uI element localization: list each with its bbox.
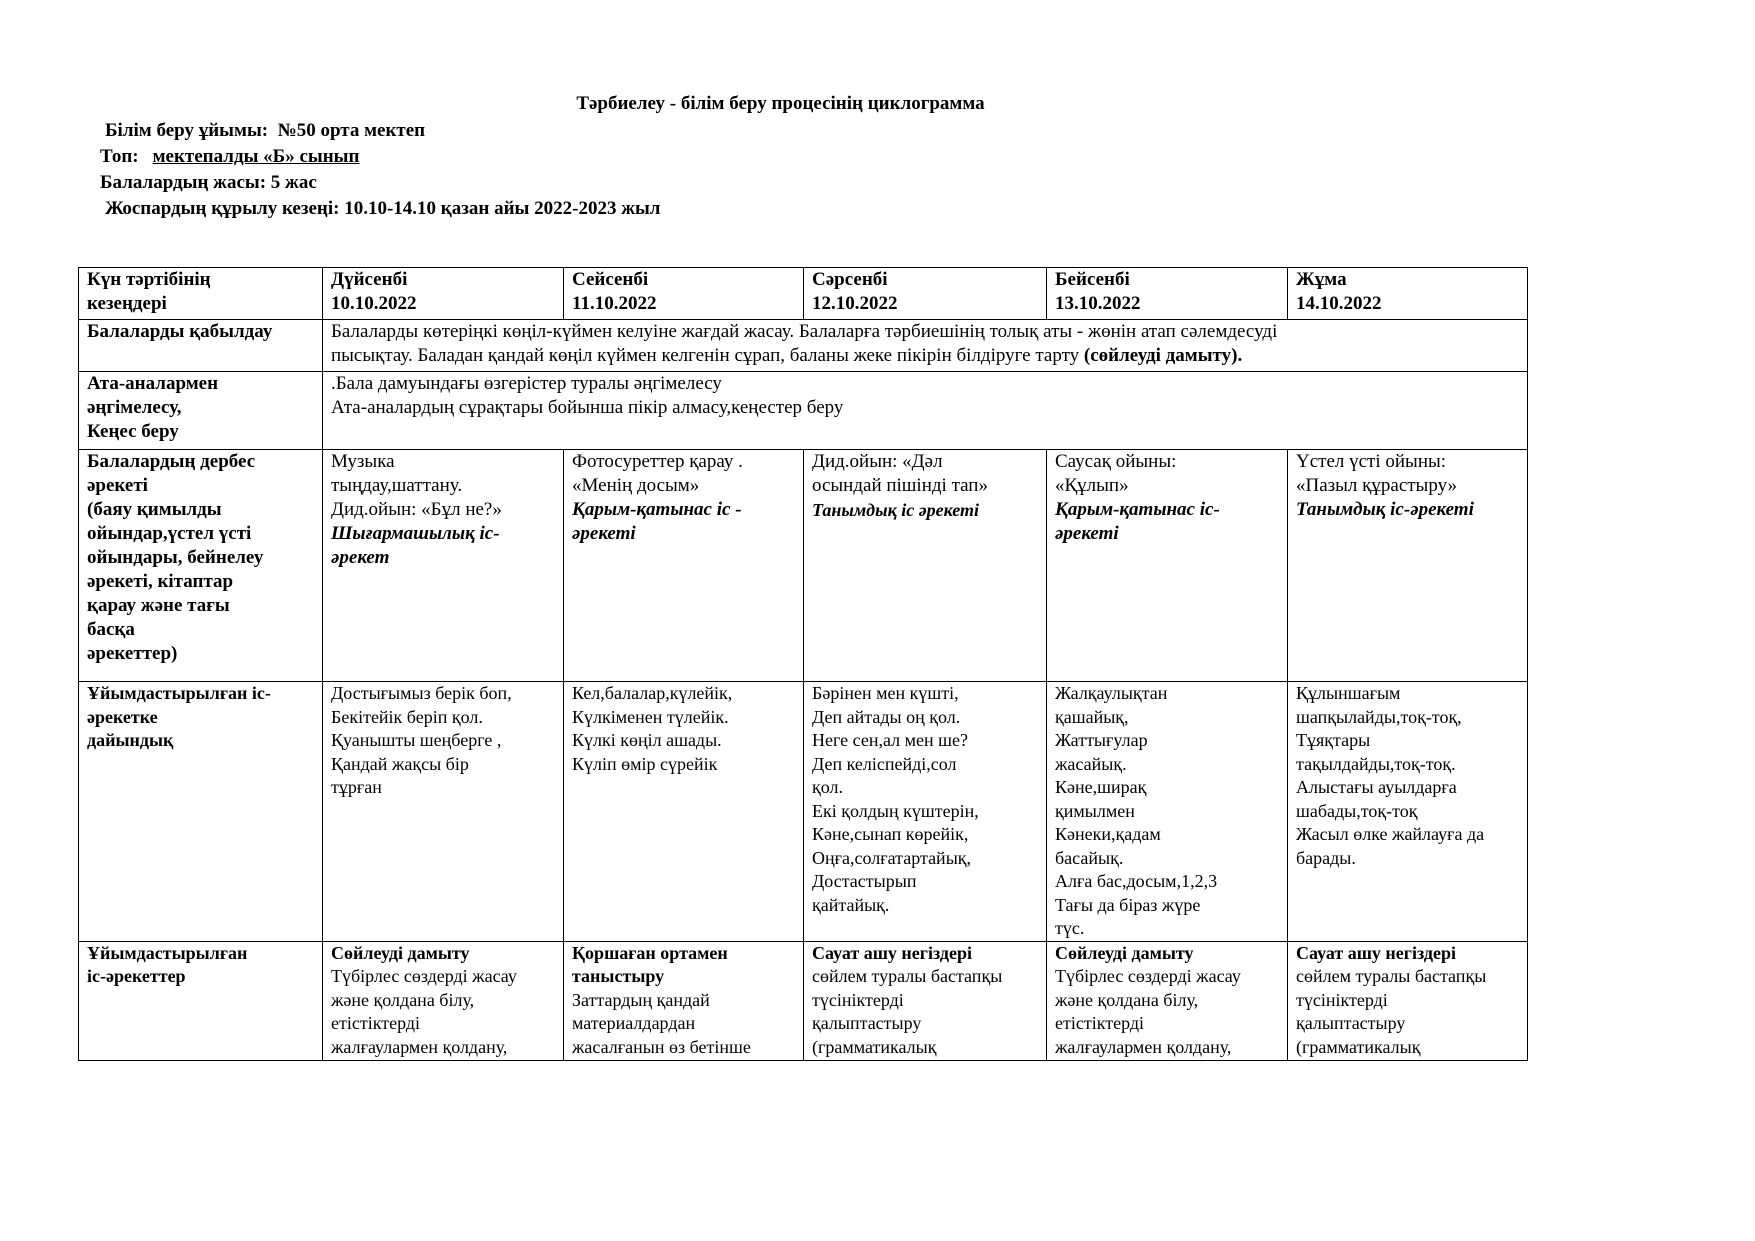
schedule-table (78, 267, 1528, 1061)
poem-line: басайық. (1055, 847, 1124, 868)
activity-line: Түбірлес сөздерді жасау (1055, 966, 1241, 986)
poem-line: Тағы да біраз жүре (1055, 894, 1201, 915)
poem-line: Құлыншағым (1296, 683, 1401, 703)
label-line: қарау және тағы (87, 595, 230, 616)
parents-label-line: әңгімелесу, (87, 397, 182, 418)
poem-line: қимылмен (1055, 800, 1135, 821)
poem-line: Жалқаулықтан (1055, 683, 1168, 703)
independent-cell-friday (1288, 450, 1528, 682)
reception-line (331, 344, 1519, 368)
poem-line: Достастырып (812, 871, 917, 891)
cell-line: Музыка (331, 451, 395, 472)
label-line: дайындық (87, 730, 174, 750)
header-cell-friday (1288, 268, 1528, 320)
poem-line: Кел,балалар,күлейік, (572, 683, 733, 703)
activity-line: және қолдана білу, (331, 989, 475, 1010)
activity-type: Шығармашылық іс- (331, 523, 500, 544)
activity-line: және қолдана білу, (1055, 989, 1199, 1010)
preparation-cell-tuesday (564, 682, 804, 942)
activity-type: әрекеті (572, 523, 636, 544)
poem-line: қол. (812, 777, 843, 797)
activity-line: түсініктерді (812, 989, 904, 1010)
activity-line: (грамматикалық (1296, 1036, 1421, 1057)
poem-line: Неге сен,ал мен ше? (812, 730, 968, 750)
activity-line: жалғаулармен қолдану, (331, 1036, 508, 1057)
preparation-cell-monday (323, 682, 564, 942)
label-line: әрекеттер) (87, 643, 178, 664)
planning-period: Жоспардың құрылу кезеңі: 10.10-14.10 қазан айы 2022-2023 жыл (105, 198, 661, 219)
label-line: Ұйымдастырылған іс- (87, 683, 271, 703)
poem-line: шабады,тоқ-тоқ (1296, 800, 1418, 821)
label-line: ойындар,үстел үсті (87, 523, 252, 544)
poem-line: барады. (1296, 847, 1356, 868)
poem-line: Жаттығулар (1055, 730, 1148, 750)
subject-title: Сауат ашу негіздері (1296, 942, 1456, 963)
label-line: басқа (87, 619, 135, 640)
poem-line: Деп келіспейді,сол (812, 753, 957, 774)
poem-line: Тұяқтары (1296, 730, 1371, 750)
independent-cell-tuesday (564, 450, 804, 682)
reception-label: Балаларды қабылдау (79, 320, 323, 372)
day-date: 13.10.2022 (1055, 293, 1141, 314)
label-line: іс-әрекеттер (87, 966, 186, 986)
activity-type: Қарым-қатынас іс- (1055, 499, 1220, 520)
cell-line: Фотосуреттер қарау . (572, 451, 743, 472)
poem-line: тұрған (331, 777, 382, 797)
poem-line: Қандай жақсы бір (331, 753, 469, 774)
subject-title: Сөйлеуді дамыту (331, 942, 470, 963)
label-line: әрекеті, кітаптар (87, 571, 234, 592)
poem-line: Алға бас,досым,1,2,3 (1055, 871, 1218, 891)
group-line (100, 145, 359, 169)
day-date: 11.10.2022 (572, 293, 657, 314)
preparation-cell-friday (1288, 682, 1528, 942)
parents-label-line: Кеңес беру (87, 421, 179, 442)
poem-line: шапқылайды,тоқ-тоқ, (1296, 706, 1462, 727)
day-name: Сәрсенбі (812, 269, 888, 290)
activity-line: қалыптастыру (1296, 1013, 1406, 1033)
poem-line: қайтайық. (812, 894, 890, 915)
parents-label (79, 372, 323, 450)
reception-row (79, 320, 1528, 372)
parents-label-line: Ата-аналармен (87, 373, 219, 394)
independent-cell-monday (323, 450, 564, 682)
parents-row (79, 372, 1528, 450)
poem-line: Күліп өмір сүрейік (572, 753, 718, 774)
header-cell-tuesday (564, 268, 804, 320)
label-line: әрекеті (87, 475, 148, 496)
activity-line: материалдардан (572, 1013, 696, 1033)
reception-content (323, 320, 1528, 372)
independent-cell-wednesday (804, 450, 1047, 682)
poem-line: Екі қолдың күштерін, (812, 800, 979, 821)
organized-activities-row (79, 941, 1528, 1060)
header-cell-wednesday (804, 268, 1047, 320)
poem-line: Жасыл өлке жайлауға да (1296, 824, 1485, 844)
poem-line: Кәне,сынап көрейік, (812, 824, 969, 844)
activity-cell-friday (1288, 941, 1528, 1060)
reception-line-bold: (сөйлеуді дамыту). (1083, 345, 1243, 366)
parents-line: Ата-аналардың сұрақтары бойынша пікір алмасу,кеңестер беру (331, 397, 844, 418)
header-cell-monday (323, 268, 564, 320)
header-cell-periods (79, 268, 323, 320)
subject-title: Сөйлеуді дамыту (1055, 942, 1194, 963)
cell-line: осындай пішінді тап» (812, 475, 988, 496)
group-label: Топ: (100, 146, 139, 167)
organized-activities-label (79, 941, 323, 1060)
cell-line: Саусақ ойыны: (1055, 451, 1177, 472)
activity-line: жасалғанын өз бетінше (572, 1036, 751, 1057)
cell-line: Дид.ойын: «Бұл не?» (331, 499, 502, 520)
activity-line: (грамматикалық (812, 1036, 937, 1057)
header-label-line: кезеңдері (87, 293, 167, 314)
poem-line: түс. (1055, 918, 1085, 938)
label-line: ойындары, бейнелеу (87, 547, 264, 568)
preparation-row (79, 682, 1528, 942)
poem-line: Достығымыз берік боп, (331, 683, 512, 703)
cell-line: тыңдау,шаттану. (331, 475, 463, 496)
independent-activity-row (79, 450, 1528, 682)
activity-line: қалыптастыру (812, 1013, 922, 1033)
poem-line: қашайық, (1055, 706, 1129, 727)
activity-type: Танымдық іс-әрекеті (1296, 499, 1474, 520)
activity-cell-thursday (1047, 941, 1288, 1060)
independent-cell-thursday (1047, 450, 1288, 682)
activity-cell-monday (323, 941, 564, 1060)
organization-label: Білім беру ұйымы: (105, 120, 269, 141)
poem-line: Бекітейік беріп қол. (331, 706, 483, 727)
label-line: Балалардың дербес (87, 451, 256, 472)
cell-line: «Менің досым» (572, 475, 700, 496)
poem-line: Кәнеки,қадам (1055, 824, 1161, 844)
activity-type: әрекет (331, 547, 390, 568)
subject-title: таныстыру (572, 966, 665, 986)
day-date: 14.10.2022 (1296, 293, 1382, 314)
poem-line: Күлкіменен түлейік. (572, 706, 729, 727)
organization-value: №50 орта мектеп (277, 120, 426, 141)
parents-line: .Бала дамуындағы өзгерістер туралы әңгімелесу (331, 373, 722, 394)
activity-line: түсініктерді (1296, 989, 1388, 1010)
children-age: Балалардың жасы: 5 жас (100, 172, 317, 193)
poem-line: тақылдайды,тоқ-тоқ. (1296, 753, 1456, 774)
activity-cell-tuesday (564, 941, 804, 1060)
subject-title: Қоршаған ортамен (572, 942, 728, 963)
cell-line: «Құлып» (1055, 475, 1129, 496)
preparation-cell-wednesday (804, 682, 1047, 942)
independent-activity-label (79, 450, 323, 682)
label-line: әрекетке (87, 706, 158, 727)
activity-line: Түбірлес сөздерді жасау (331, 966, 517, 986)
poem-line: Деп айтады оң қол. (812, 706, 961, 727)
table-header-row (79, 268, 1528, 320)
label-line: (баяу қимылды (87, 499, 222, 520)
cell-line: Үстел үсті ойыны: (1296, 451, 1447, 472)
header-label-line: Күн тәртібінің (87, 269, 211, 290)
page-title: Тәрбиелеу - білім беру процесінің циклограмма (576, 93, 985, 114)
parents-content (323, 372, 1528, 450)
activity-line: сөйлем туралы бастапқы (812, 966, 1003, 986)
poem-line: Кәне,ширақ (1055, 777, 1147, 797)
cell-line: «Пазыл құрастыру» (1296, 475, 1458, 496)
organization-line (105, 119, 425, 143)
label-line: Ұйымдастырылған (87, 942, 248, 963)
day-name: Дүйсенбі (331, 269, 408, 290)
day-date: 12.10.2022 (812, 293, 898, 314)
activity-line: жалғаулармен қолдану, (1055, 1036, 1232, 1057)
subject-title: Сауат ашу негіздері (812, 942, 972, 963)
activity-line: Заттардың қандай (572, 989, 710, 1010)
activity-line: сөйлем туралы бастапқы (1296, 966, 1487, 986)
activity-cell-wednesday (804, 941, 1047, 1060)
preparation-label (79, 682, 323, 942)
poem-line: жасайық. (1055, 753, 1127, 774)
activity-type: Қарым-қатынас іс - (572, 499, 742, 520)
reception-line-text: пысықтау. Баладан қандай көңіл күймен келгенін сұрап, баланы жеке пікірін білдіруге тарту (331, 345, 1084, 366)
cell-line: Дид.ойын: «Дәл (812, 451, 943, 472)
preparation-cell-thursday (1047, 682, 1288, 942)
reception-line: Балаларды көтеріңкі көңіл-күймен келуіне жағдай жасау. Балаларға тәрбиешінің толық аты - жөнін атап сәлемдесуді (331, 321, 1278, 342)
poem-line: Күлкі көңіл ашады. (572, 730, 722, 750)
activity-type: Танымдық іс әрекеті (812, 500, 980, 520)
poem-line: Қуанышты шеңберге , (331, 730, 502, 750)
activity-line: етістіктерді (1055, 1013, 1144, 1033)
group-value: мектепалды «Б» сынып (152, 146, 360, 167)
day-name: Бейсенбі (1055, 269, 1130, 290)
activity-type: әрекеті (1055, 523, 1119, 544)
poem-line: Алыстағы ауылдарға (1296, 777, 1457, 797)
day-name: Жұма (1296, 269, 1347, 290)
day-date: 10.10.2022 (331, 293, 417, 314)
poem-line: Бәрінен мен күшті, (812, 683, 959, 703)
poem-line: Оңға,солғатартайық, (812, 847, 972, 868)
header-cell-thursday (1047, 268, 1288, 320)
activity-line: етістіктерді (331, 1013, 420, 1033)
day-name: Сейсенбі (572, 269, 649, 290)
